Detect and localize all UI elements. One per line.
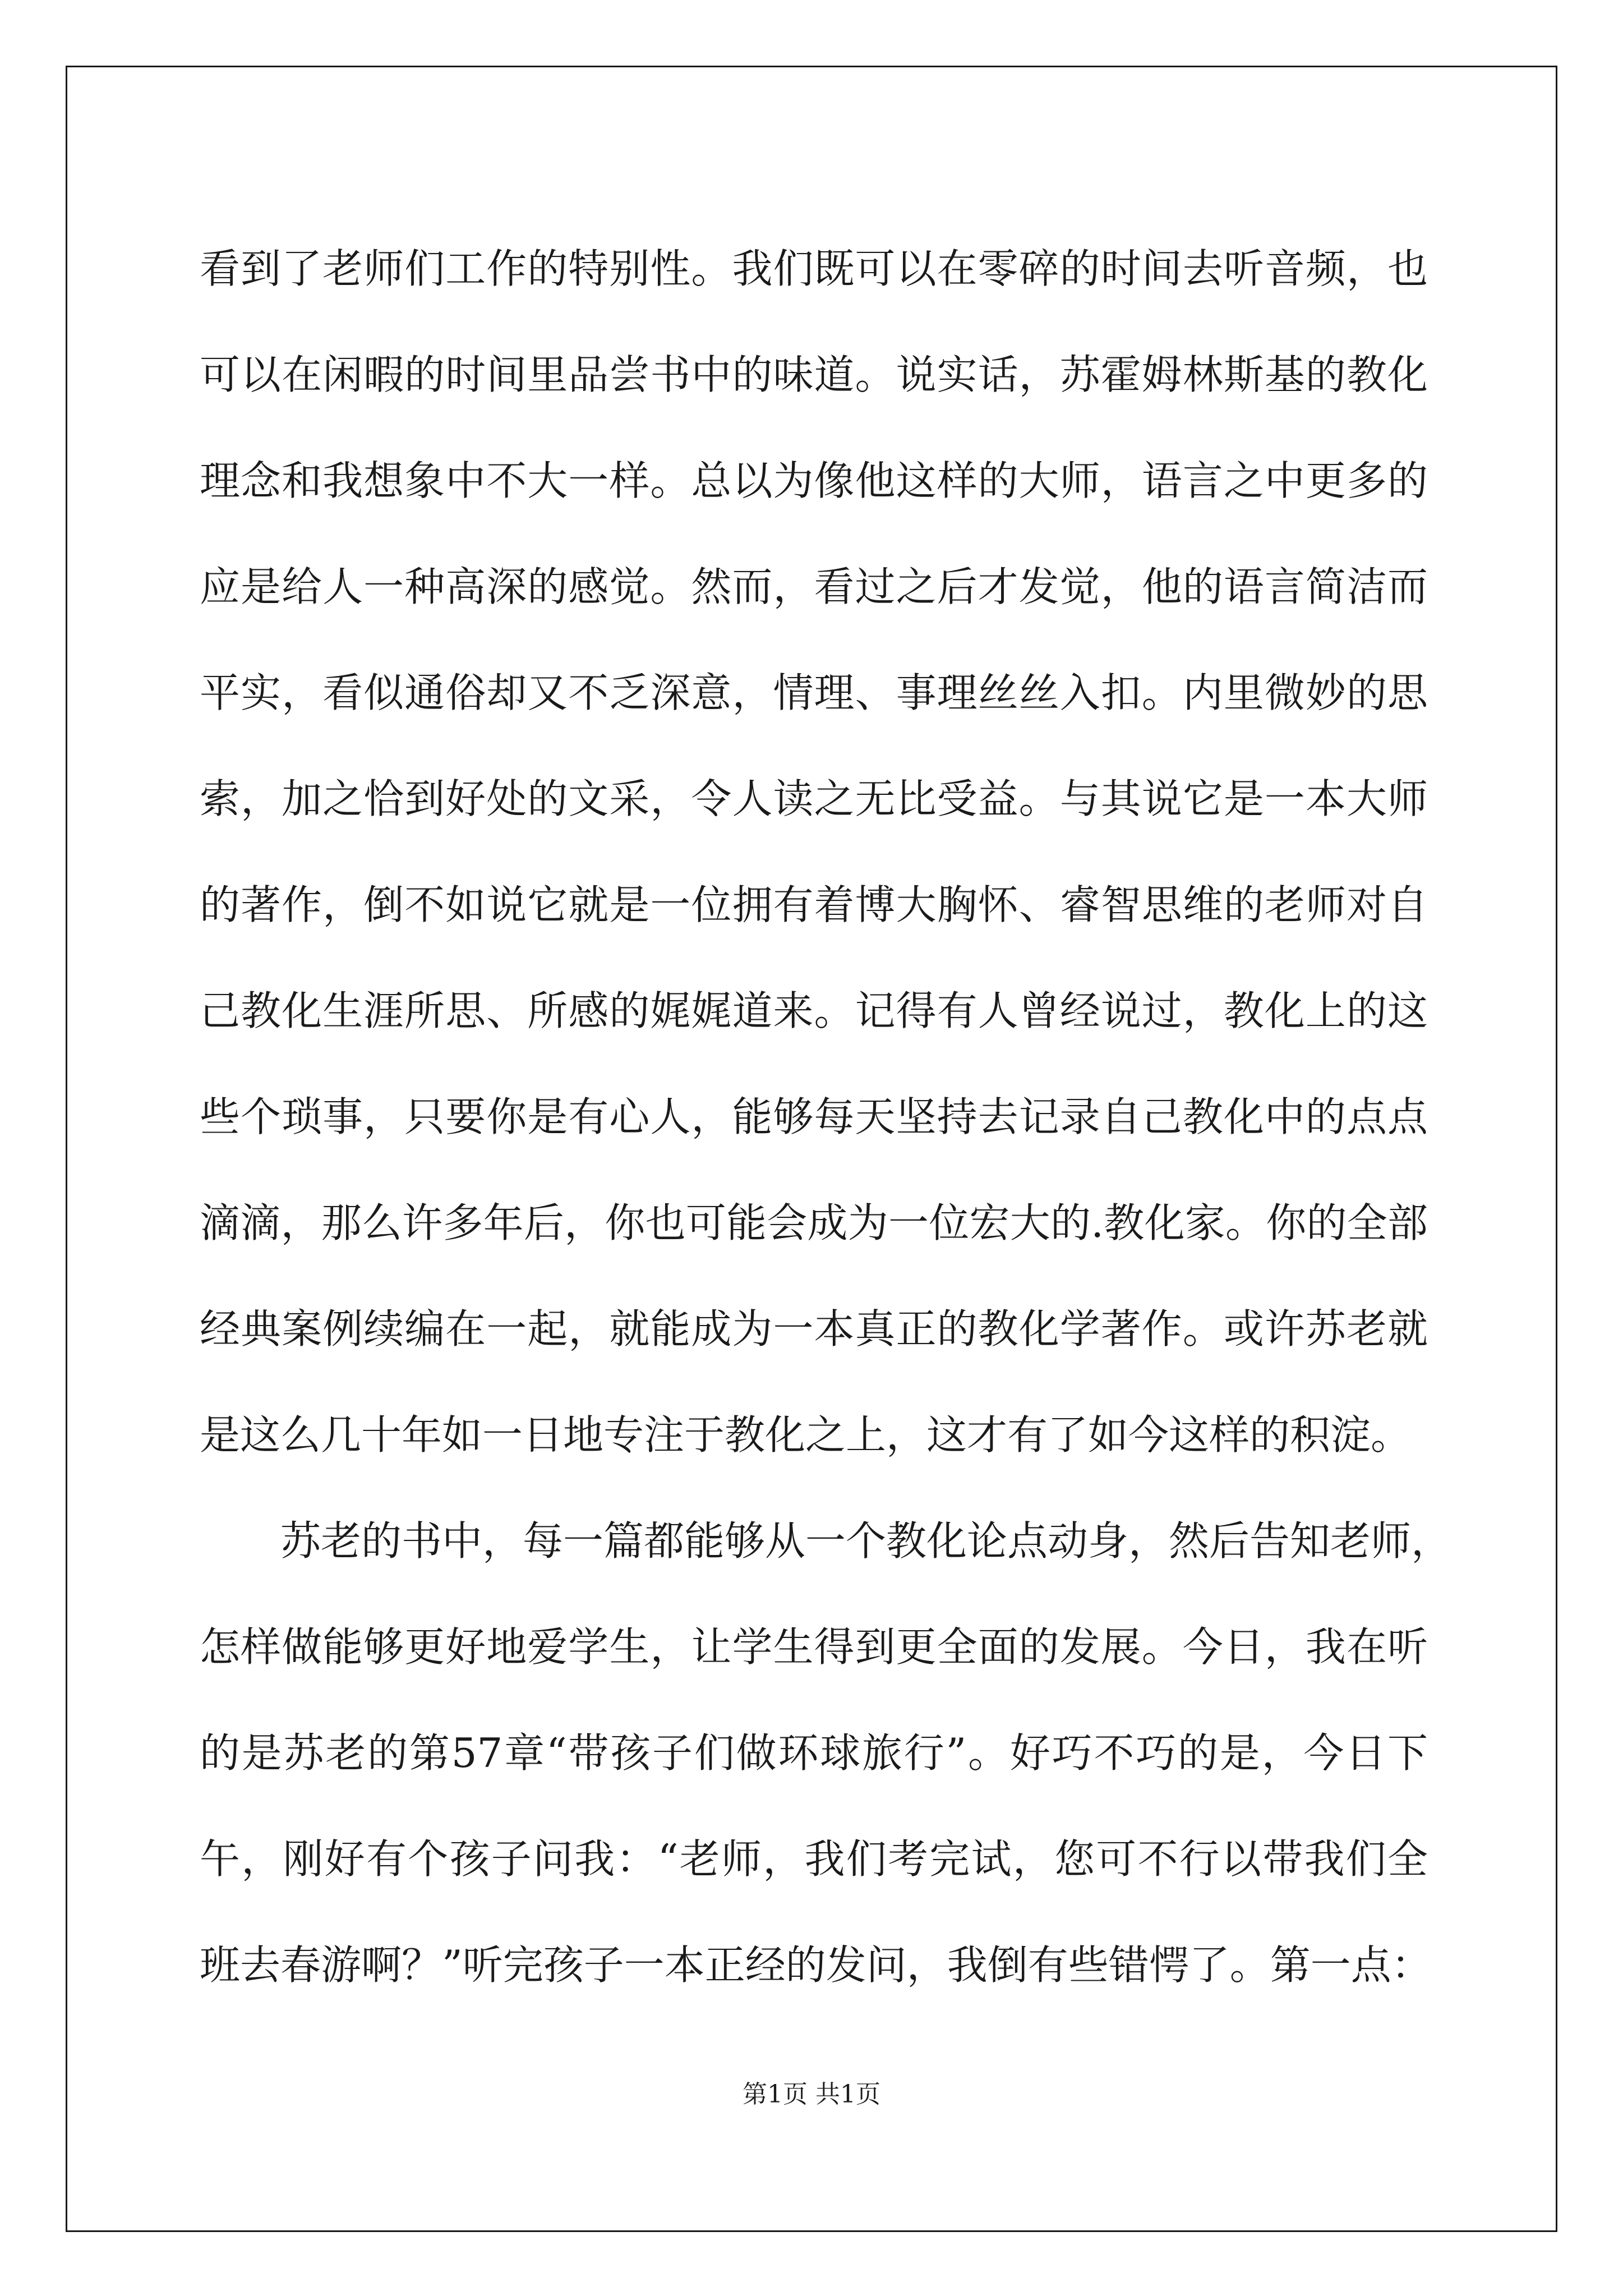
text-line: 是这么几十年如一日地专注于教化之上，这才有了如今这样的积淀。 (200, 1411, 1412, 1458)
text-line: 己教化生涯所思、所感的娓娓道来。记得有人曾经说过，教化上的这 (200, 987, 1428, 1034)
text-line: 经典案例续编在一起，就能成为一本真正的教化学著作。或许苏老就 (200, 1305, 1428, 1352)
text-line: 的是苏老的第57章“带孩子们做环球旅行”。好巧不巧的是，今日下 (200, 1729, 1428, 1777)
text-line: 平实，看似通俗却又不乏深意，情理、事理丝丝入扣。内里微妙的思 (200, 669, 1428, 716)
text-line: 的著作，倒不如说它就是一位拥有着博大胸怀、睿智思维的老师对自 (200, 881, 1428, 928)
page-footer: 第1页 共1页 (743, 2080, 880, 2109)
text-line: 索，加之恰到好处的文采，令人读之无比受益。与其说它是一本大师 (200, 775, 1428, 822)
text-line: 滴滴，那么许多年后，你也可能会成为一位宏大的.教化家。你的全部 (200, 1199, 1428, 1246)
text-line: 些个琐事，只要你是有心人，能够每天坚持去记录自己教化中的点点 (200, 1093, 1428, 1140)
text-line: 应是给人一种高深的感觉。然而，看过之后才发觉，他的语言简洁而 (200, 563, 1428, 610)
text-line: 看到了老师们工作的特别性。我们既可以在零碎的时间去听音频，也 (200, 245, 1428, 292)
document-body (200, 216, 1452, 2018)
text-line: 理念和我想象中不大一样。总以为像他这样的大师，语言之中更多的 (200, 457, 1428, 504)
text-line: 班去春游啊？”听完孩子一本正经的发问，我倒有些错愕了。第一点： (200, 1941, 1432, 1989)
text-line: 午，刚好有个孩子问我：“老师，我们考完试，您可不行以带我们全 (200, 1835, 1428, 1883)
text-line: 怎样做能够更好地爱学生，让学生得到更全面的发展。今日，我在听 (200, 1623, 1428, 1671)
text-line: 苏老的书中，每一篇都能够从一个教化论点动身，然后告知老师， (280, 1517, 1452, 1565)
text-line: 可以在闲暇的时间里品尝书中的味道。说实话，苏霍姆林斯基的教化 (200, 351, 1428, 398)
